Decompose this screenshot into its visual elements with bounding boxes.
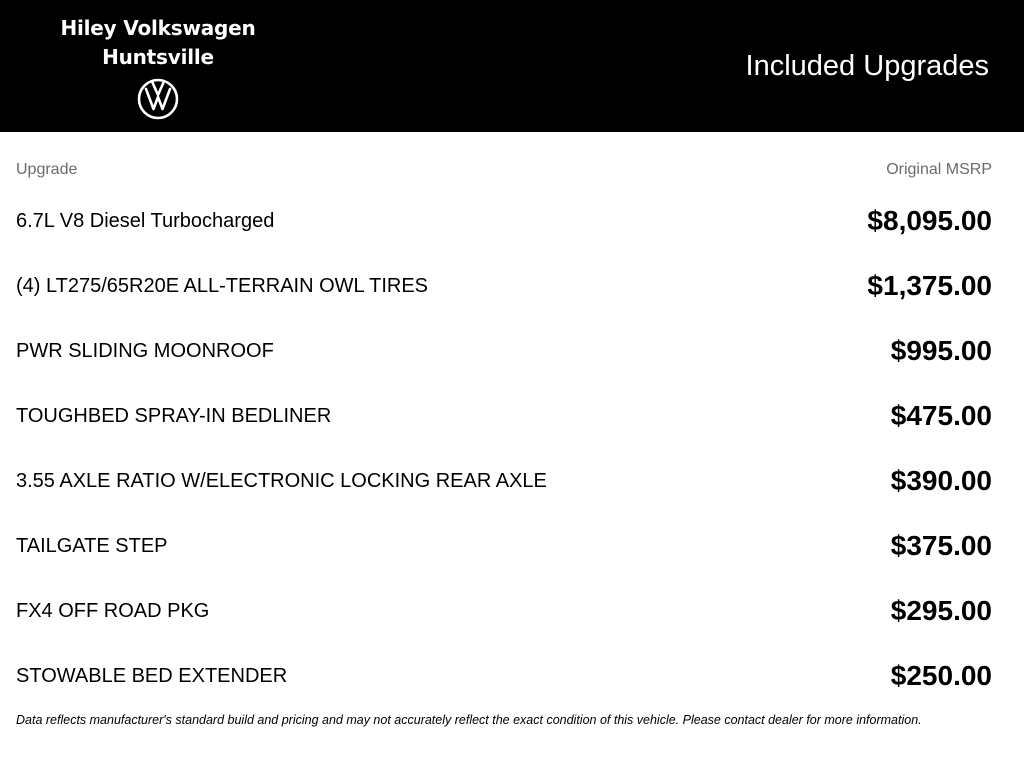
upgrade-name: PWR SLIDING MOONROOF xyxy=(16,339,274,362)
upgrade-price: $475.00 xyxy=(890,399,992,431)
header xyxy=(0,0,1024,132)
dealer-city: Huntsville xyxy=(102,45,214,69)
upgrade-price: $250.00 xyxy=(890,659,992,691)
table-body xyxy=(16,194,992,714)
upgrade-price: $995.00 xyxy=(890,334,992,366)
dealer-name: Hiley Volkswagen xyxy=(60,16,256,40)
table-row xyxy=(16,194,992,259)
upgrade-name: (4) LT275/65R20E ALL-TERRAIN OWL TIRES xyxy=(16,274,429,297)
table-row xyxy=(16,454,992,519)
upgrade-name: STOWABLE BED EXTENDER xyxy=(16,664,288,687)
table-row xyxy=(16,519,992,584)
table-row xyxy=(16,649,992,714)
upgrade-price: $295.00 xyxy=(890,594,992,626)
column-header-upgrade: Upgrade xyxy=(16,161,78,178)
table-header xyxy=(16,158,992,182)
table-row xyxy=(16,584,992,649)
table-row xyxy=(16,259,992,324)
upgrade-price: $1,375.00 xyxy=(867,269,992,301)
upgrade-name: 6.7L V8 Diesel Turbocharged xyxy=(16,209,275,232)
column-header-msrp: Original MSRP xyxy=(886,161,992,178)
table-row xyxy=(16,324,992,389)
upgrade-name: TOUGHBED SPRAY-IN BEDLINER xyxy=(16,404,332,427)
upgrade-name: FX4 OFF ROAD PKG xyxy=(16,599,210,622)
upgrade-name: TAILGATE STEP xyxy=(16,534,168,557)
upgrade-price: $390.00 xyxy=(890,464,992,496)
table-row xyxy=(16,389,992,454)
vw-logo-icon xyxy=(137,78,179,120)
upgrade-name: 3.55 AXLE RATIO W/ELECTRONIC LOCKING REAR AXLE xyxy=(16,469,547,492)
disclaimer: Data reflects manufacturer's standard build and pricing and may not accurately reflect the exact condition of this vehicle. Please contact dealer for more information. xyxy=(16,713,922,727)
upgrade-price: $8,095.00 xyxy=(867,204,992,236)
dealer-brand xyxy=(58,14,258,120)
upgrades-table xyxy=(16,158,992,714)
page-title: Included Upgrades xyxy=(745,50,989,82)
upgrade-price: $375.00 xyxy=(890,529,992,561)
